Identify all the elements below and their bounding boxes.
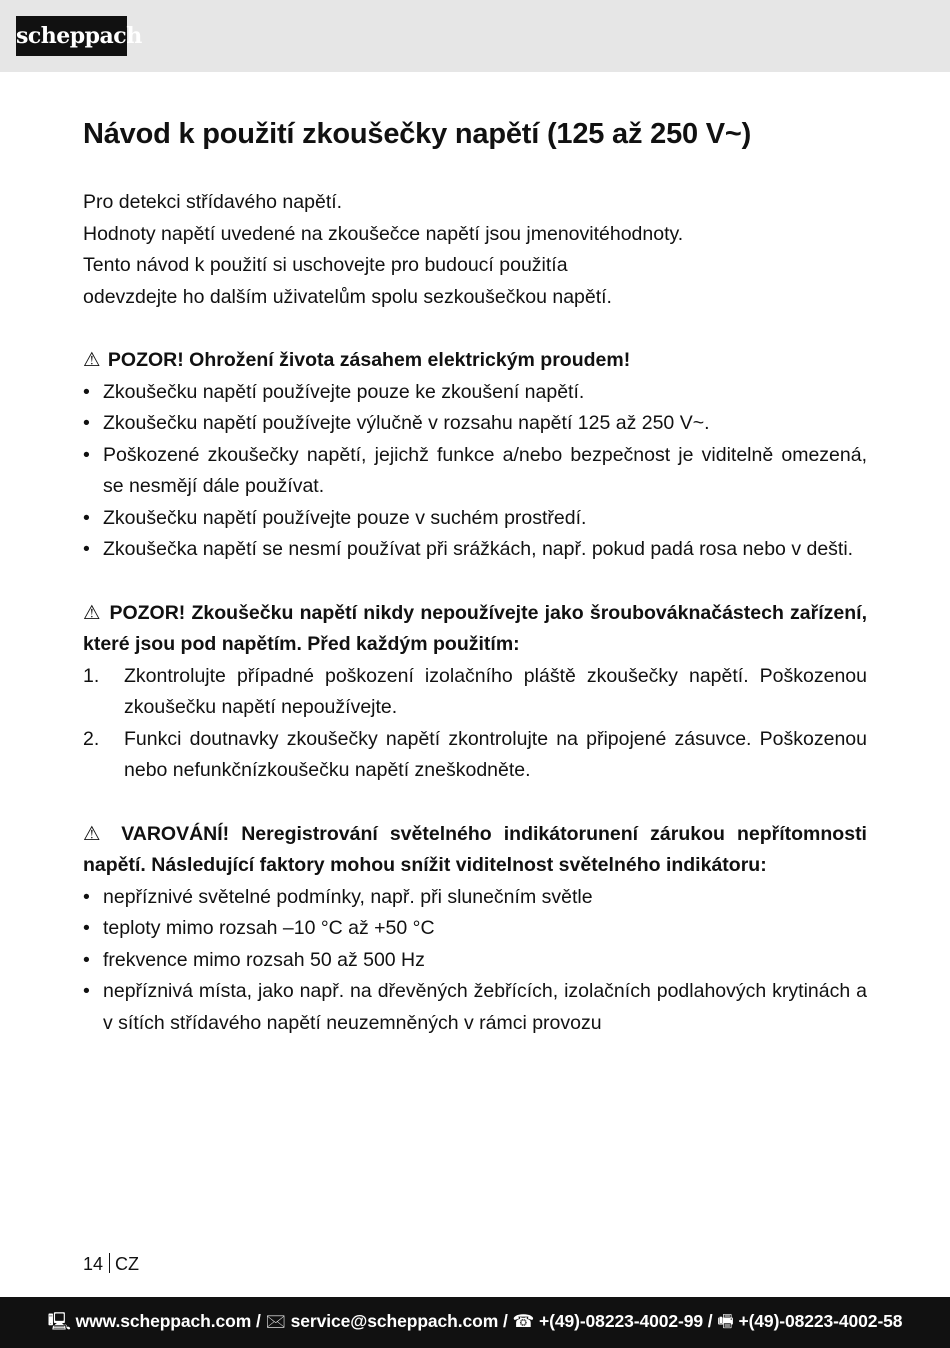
language-code: CZ <box>115 1254 140 1274</box>
step-text: Funkci doutnavky zkoušečky napětí zkontrolujte na připojené zásuvce. Poškozenou nebo nefunkčnízkoušečku napětí zneškodněte. <box>124 727 867 781</box>
email-link[interactable]: service@scheppach.com <box>290 1311 499 1331</box>
fax-icon: 🖷 <box>717 1311 734 1331</box>
warning-heading-text: VAROVÁNÍ! Neregistrování světelného indikátorunení zárukou nepřítomnosti napětí. Následující faktory mohou snížit viditelnost světelného indikátoru: <box>83 822 867 876</box>
list-item-text: Zkoušečku napětí používejte pouze v suchém prostředí. <box>103 506 587 529</box>
footer-separator: / <box>707 1311 713 1331</box>
list-item-text: frekvence mimo rozsah 50 až 500 Hz <box>103 948 425 971</box>
list-item-text: nepříznivá místa, jako např. na dřevěných žebřících, izolačních podlahových krytinách a v sítích střídavého napětí neuzemněných v rámci provozu <box>103 980 867 1034</box>
footer-contact-bar <box>0 1297 950 1348</box>
warning-icon: ⚠ <box>83 822 108 845</box>
mail-icon: 🖂 <box>265 1311 286 1331</box>
page-number <box>83 1252 139 1276</box>
warning-electric-shock <box>83 345 867 566</box>
list-item-text: Zkoušečku napětí používejte výlučně v rozsahu napětí 125 až 250 V~. <box>103 412 710 434</box>
intro-paragraph <box>83 187 867 313</box>
step-item <box>83 661 867 724</box>
phone-icon: ☎ <box>512 1311 535 1331</box>
footer-separator: / <box>255 1311 261 1331</box>
warning-icon: ⚠ <box>83 349 101 371</box>
page-divider <box>109 1253 110 1273</box>
footer-separator: / <box>502 1311 508 1331</box>
list-item <box>83 503 867 535</box>
intro-line: odevzdejte ho dalším uživatelům spolu sezkoušečkou napětí. <box>83 285 612 308</box>
list-item <box>83 913 867 945</box>
warning-indicator <box>83 819 867 1040</box>
intro-line: Tento návod k použití si uschovejte pro budoucí použitía <box>83 254 568 276</box>
warning-icon: ⚠ <box>83 601 102 624</box>
bullet-icon: • <box>83 948 90 971</box>
step-number: 2. <box>83 727 100 750</box>
list-item-text: teploty mimo rozsah –10 °C až +50 °C <box>103 917 435 939</box>
list-item <box>83 882 867 914</box>
bullet-icon: • <box>83 538 90 560</box>
page-title: Návod k použití zkoušečky napětí (125 až 250 V~) <box>83 118 752 150</box>
warning-heading <box>83 345 867 377</box>
warning-heading <box>83 819 867 882</box>
check-steps <box>83 661 867 787</box>
factor-list <box>83 882 867 1040</box>
list-item-text: nepříznivé světelné podmínky, např. při slunečním světle <box>103 885 593 908</box>
list-item <box>83 408 867 440</box>
step-item <box>83 724 867 787</box>
intro-line: Pro detekci střídavého napětí. <box>83 191 343 213</box>
intro-line: Hodnoty napětí uvedené na zkoušečce napětí jsou jmenovitéhodnoty. <box>83 222 684 245</box>
bullet-icon: • <box>83 980 90 1002</box>
header-bar <box>0 0 950 72</box>
list-item-text: Poškozené zkoušečky napětí, jejichž funkce a/nebo bezpečnost je viditelně omezená, se nesmějí dále používat. <box>103 443 867 497</box>
list-item <box>83 440 867 503</box>
page-number-value: 14 <box>83 1254 104 1274</box>
warning-screwdriver <box>83 598 867 787</box>
phone-number: +(49)-08223-4002-99 <box>538 1311 703 1331</box>
warning-heading-text: POZOR! Zkoušečku napětí nikdy nepoužívejte jako šroubováknačástech zařízení, které jsou pod napětím. Před každým použitím: <box>83 601 867 655</box>
scheppach-logo: scheppach <box>16 16 127 56</box>
list-item <box>83 976 867 1039</box>
warning-list <box>83 377 867 566</box>
warning-heading-text: POZOR! Ohrožení života zásahem elektrickým proudem! <box>107 349 631 371</box>
bullet-icon: • <box>83 917 90 939</box>
bullet-icon: • <box>83 380 90 403</box>
bullet-icon: • <box>83 443 90 466</box>
bullet-icon: • <box>83 412 90 434</box>
website-link[interactable]: www.scheppach.com <box>75 1311 252 1331</box>
list-item-text: Zkoušečku napětí používejte pouze ke zkoušení napětí. <box>103 380 585 403</box>
list-item <box>83 945 867 977</box>
bullet-icon: • <box>83 885 90 908</box>
fax-number: +(49)-08223-4002-58 <box>738 1311 903 1331</box>
computer-icon: 🖳 <box>47 1311 71 1331</box>
page-content <box>83 114 867 1039</box>
step-number: 1. <box>83 664 100 687</box>
warning-heading <box>83 598 867 661</box>
list-item-text: Zkoušečka napětí se nesmí používat při srážkách, např. pokud padá rosa nebo v dešti. <box>103 538 854 560</box>
list-item <box>83 534 867 566</box>
bullet-icon: • <box>83 506 90 529</box>
step-text: Zkontrolujte případné poškození izolačního pláště zkoušečky napětí. Poškozenou zkoušečku napětí nepoužívejte. <box>124 664 867 718</box>
list-item <box>83 377 867 409</box>
